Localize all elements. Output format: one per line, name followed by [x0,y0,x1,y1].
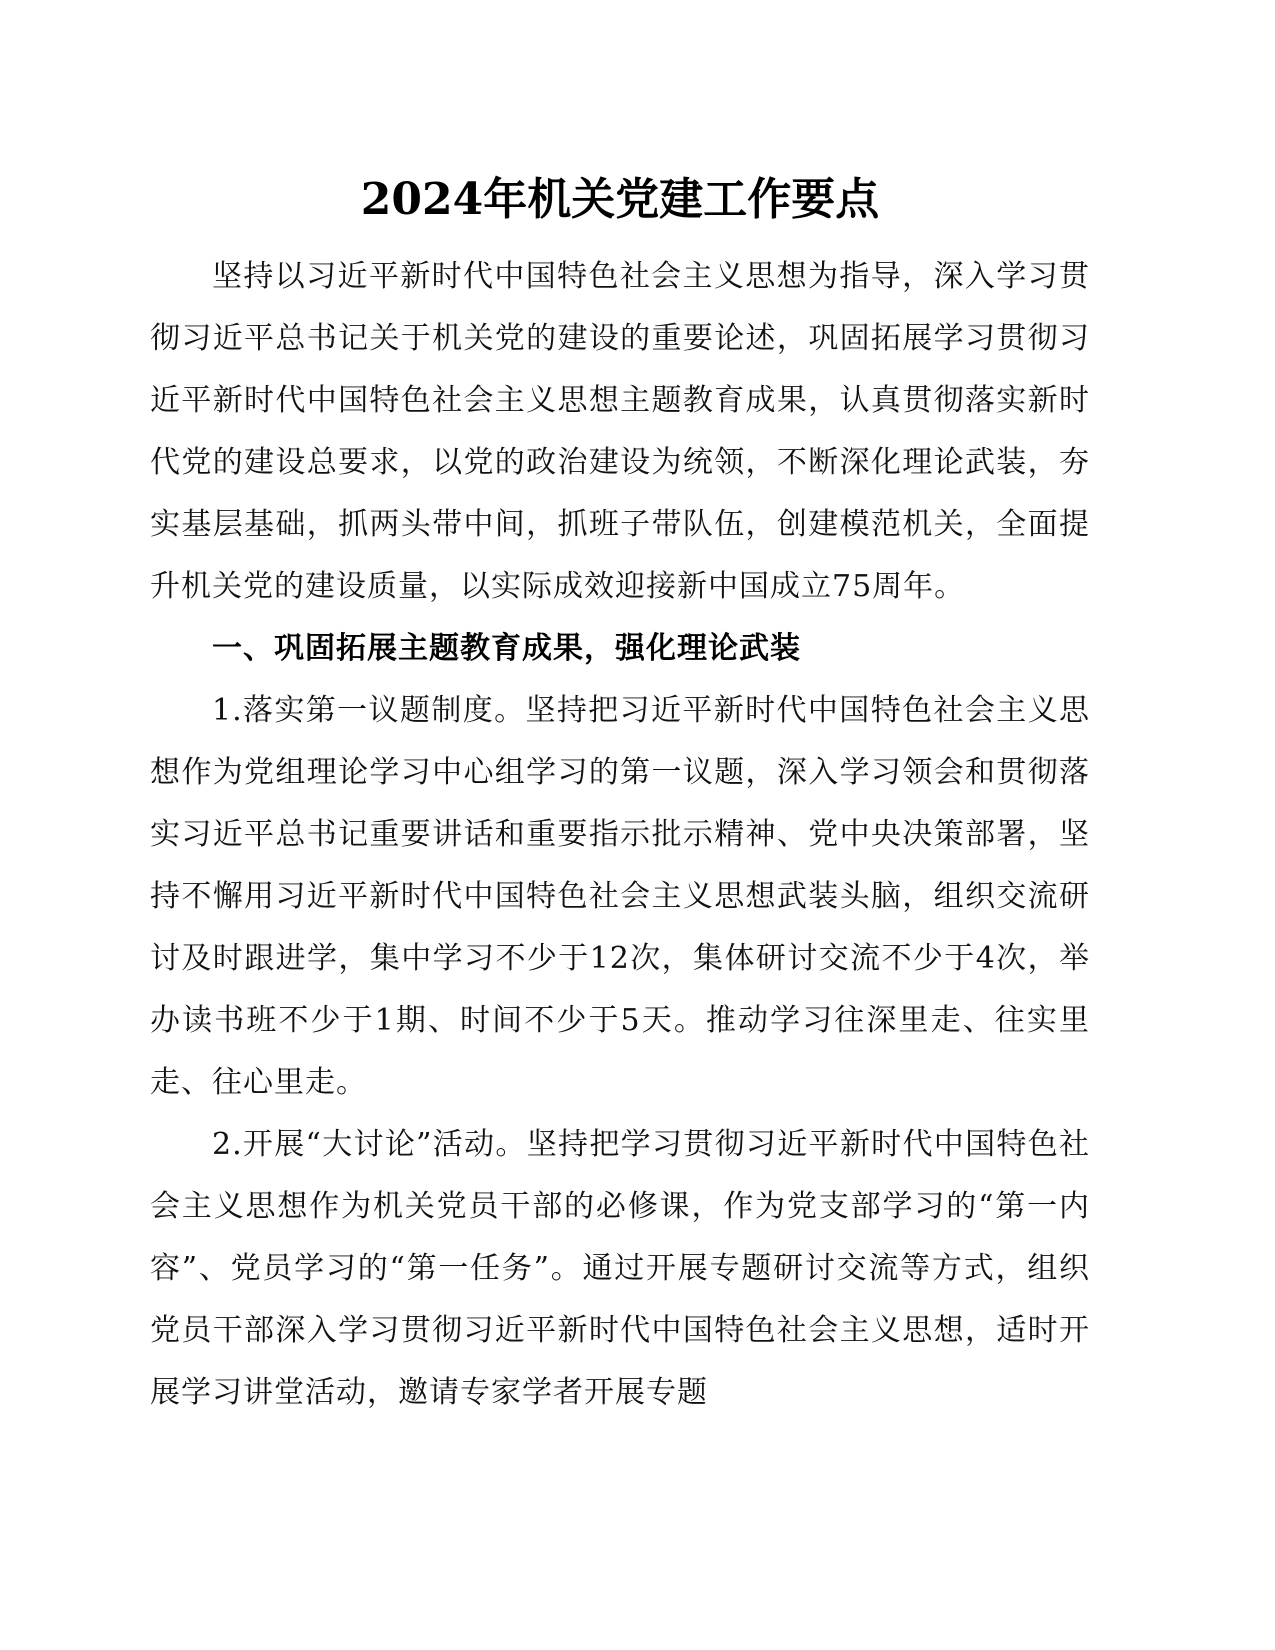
document-title: 2024年机关党建工作要点 [360,174,880,225]
document-page [150,0,1090,1650]
document-body [150,246,1090,1424]
item-paragraph-1: 1.落实第一议题制度。坚持把习近平新时代中国特色社会主义思想作为党组理论学习中心组学习的第一议题，深入学习领会和贯彻落实习近平总书记重要讲话和重要指示批示精神、党中央决策部署，坚持不懈用习近平新时代中国特色社会主义思想武装头脑，组织交流研讨及时跟进学，集中学习不少于12次，集体研讨交流不少于4次，举办读书班不少于1期、时间不少于5天。推动学习往深里走、往实里走、往心里走。 [150,693,1090,1100]
intro-paragraph: 坚持以习近平新时代中国特色社会主义思想为指导，深入学习贯彻习近平总书记关于机关党的建设的重要论述，巩固拓展学习贯彻习近平新时代中国特色社会主义思想主题教育成果，认真贯彻落实新时代党的建设总要求，以党的政治建设为统领，不断深化理论武装，夯实基层基础，抓两头带中间，抓班子带队伍，创建模范机关，全面提升机关党的建设质量，以实际成效迎接新中国成立75周年。 [150,259,1090,604]
item-paragraph-2: 2.开展“大讨论”活动。坚持把学习贯彻习近平新时代中国特色社会主义思想作为机关党员干部的必修课，作为党支部学习的“第一内容”、党员学习的“第一任务”。通过开展专题研讨交流等方式，组织党员干部深入学习贯彻习近平新时代中国特色社会主义思想，适时开展学习讲堂活动，邀请专家学者开展专题 [150,1127,1090,1410]
section-heading: 一、巩固拓展主题教育成果，强化理论武装 [212,631,801,666]
